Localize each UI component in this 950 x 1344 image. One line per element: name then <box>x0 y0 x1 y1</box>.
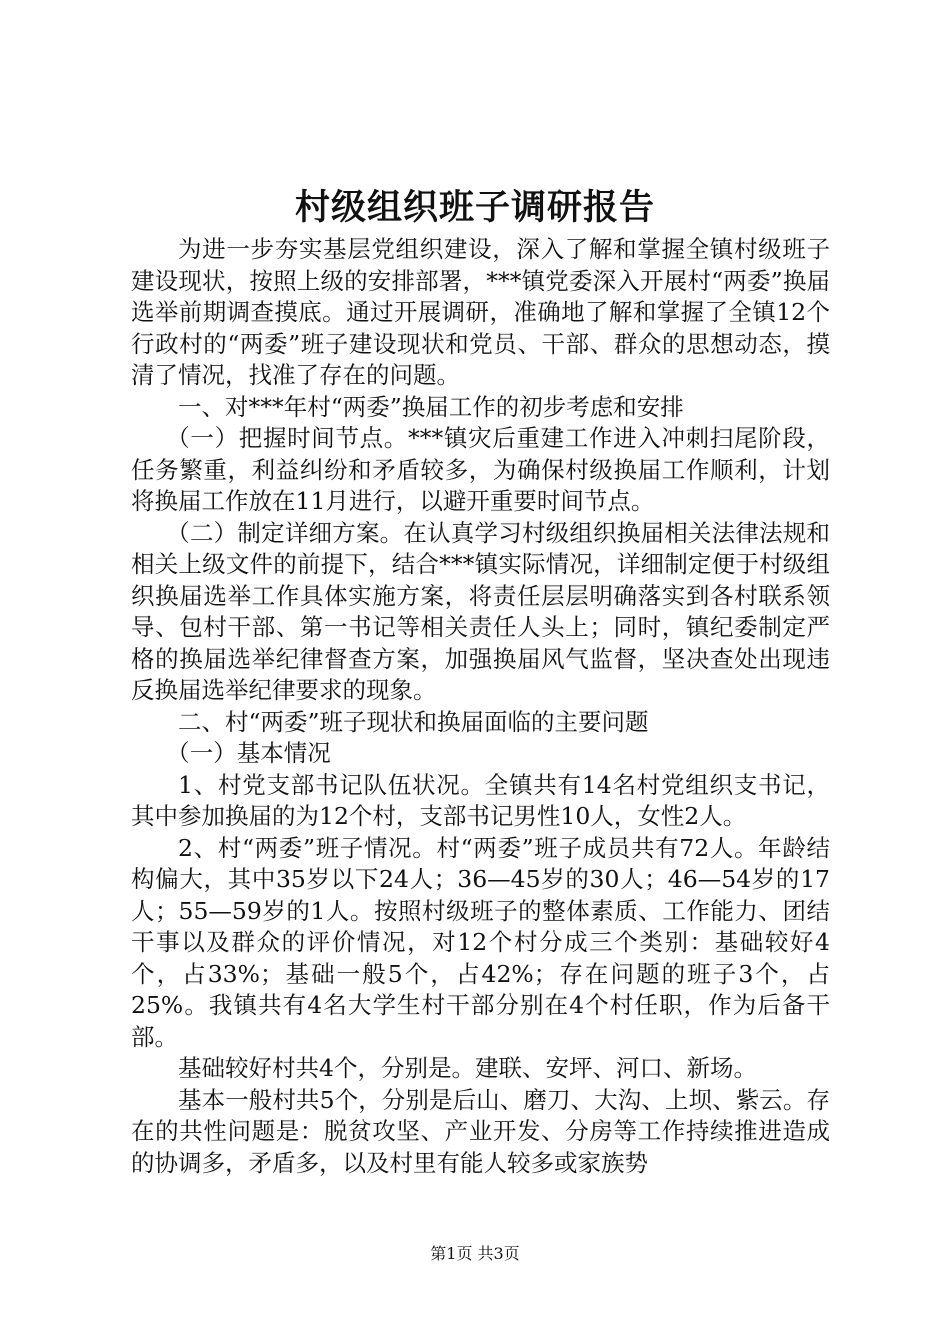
paragraph-detailed-plan: （二）制定详细方案。在认真学习村级组织换届相关法律法规和相关上级文件的前提下，结合***镇实际情况，详细制定便于村级组织换届选举工作具体实施方案，将责任层层明确落实到各村联系领导、包村干部、第一书记等相关责任人头上；同时，镇纪委制定严格的换届选举纪律督查方案，加强换届风气监督，坚决查处出现违反换届选举纪律要求的现象。 <box>131 518 830 704</box>
subsection-heading-basic: （一）基本情况 <box>166 739 331 767</box>
paragraph-time-node: （一）把握时间节点。***镇灾后重建工作进入冲刺扫尾阶段，任务繁重，利益纠纷和矛盾较多，为确保村级换届工作顺利，计划将换届工作放在11月进行，以避开重要时间节点。 <box>131 424 830 515</box>
section-heading-2: 二、村“两委”班子现状和换届面临的主要问题 <box>178 707 649 736</box>
paragraph-average-villages: 基本一般村共5个，分别是后山、磨刀、大沟、上坝、紫云。存在的共性问题是：脱贫攻坚、产业开发、分房等工作持续推进造成的协调多，矛盾多，以及村里有能人较多或家族势 <box>131 1085 830 1177</box>
paragraph-party-secretaries: 1、村党支部书记队伍状况。全镇共有14名村党组织支书记，其中参加换届的为12个村，支部书记男性10人，女性2人。 <box>131 770 830 830</box>
paragraph-intro: 为进一步夯实基层党组织建设，深入了解和掌握全镇村级班子建设现状，按照上级的安排部署，***镇党委深入开展村“两委”换届选举前期调查摸底。通过开展调研，准确地了解和掌握了全镇12个行政村的“两委”班子建设现状和党员、干部、群众的思想动态，摸清了情况，找准了存在的问题。 <box>131 235 830 389</box>
document-title: 村级组织班子调研报告 <box>294 187 655 228</box>
document-body <box>131 234 830 1179</box>
paragraph-two-committees: 2、村“两委”班子情况。村“两委”班子成员共有72人。年龄结构偏大，其中35岁以下24人；36—45岁的30人；46—54岁的17人；55—59岁的1人。按照村级班子的整体素质、工作能力、团结干事以及群众的评价情况，对12个村分成三个类别：基础较好4个，占33%；基础一般5个，占42%；存在问题的班子3个，占25%。我镇共有4名大学生村干部分别在4个村任职，作为后备干部。 <box>131 833 830 1051</box>
page-footer: 第1页 共3页 <box>430 1244 520 1263</box>
paragraph-good-villages: 基础较好村共4个，分别是。建联、安坪、河口、新场。 <box>178 1054 757 1082</box>
section-heading-1: 一、对***年村“两委”换届工作的初步考虑和安排 <box>178 392 684 421</box>
